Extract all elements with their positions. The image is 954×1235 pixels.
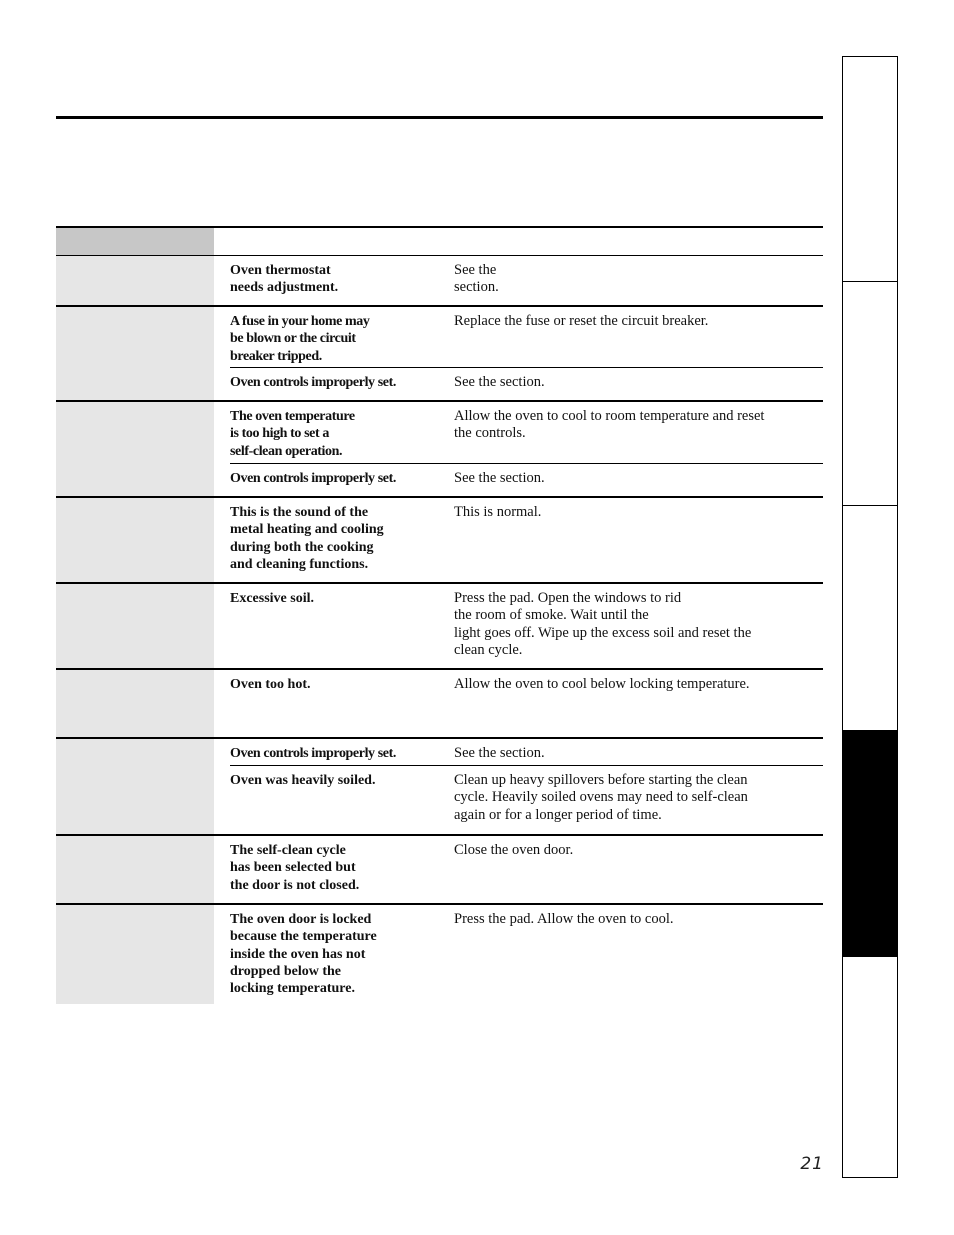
what-to-do: Press the pad. Allow the oven to cool. — [454, 911, 674, 927]
header-shade — [56, 228, 214, 255]
problem-cell — [56, 307, 214, 400]
what-to-do: See the section. — [454, 470, 545, 486]
problem-cell — [56, 256, 214, 305]
problem-group — [56, 307, 823, 402]
what-to-do: Replace the fuse or reset the circuit breaker. — [454, 313, 709, 329]
problem-cell — [56, 498, 214, 582]
cause-remedy-row — [230, 584, 823, 668]
section-tab — [843, 282, 897, 506]
possible-cause: The self-clean cycle has been selected but the door is not closed. — [230, 843, 360, 893]
possible-cause: Oven too hot. — [230, 677, 311, 692]
what-to-do: Allow the oven to cool below locking temperature. — [454, 676, 750, 692]
section-tab-active — [843, 731, 897, 957]
section-tab — [843, 506, 897, 731]
problem-group — [56, 584, 823, 670]
problem-group — [56, 836, 823, 905]
possible-cause: The oven temperature is too high to set a self-clean operation. — [230, 409, 355, 459]
cause-remedy-row — [230, 766, 823, 833]
what-to-do: Press the pad. Open the windows to rid the room of smoke. Wait until the light goes off. Wipe up the excess soil and reset the clean cycle. — [454, 590, 752, 658]
possible-cause: Oven was heavily soiled. — [230, 773, 376, 788]
cause-remedy-row — [230, 368, 823, 399]
problem-group — [56, 402, 823, 498]
troubleshooting-table — [56, 226, 823, 1004]
problem-cell — [56, 905, 214, 1004]
cause-remedy-row — [230, 256, 823, 305]
problem-group — [56, 498, 823, 584]
problem-cell — [56, 584, 214, 668]
cause-remedy-row — [230, 464, 823, 495]
top-rule — [56, 116, 823, 119]
cause-remedy-row — [230, 307, 823, 368]
cause-remedy-row — [230, 402, 823, 464]
problem-cell — [56, 670, 214, 737]
what-to-do: Clean up heavy spillovers before starting the clean cycle. Heavily soiled ovens may need to self-clean again or for a longer period of time. — [454, 772, 748, 823]
what-to-do: See the section. — [454, 262, 499, 296]
section-tab — [843, 957, 897, 1177]
possible-cause: A fuse in your home may be blown or the circuit breaker tripped. — [230, 314, 370, 364]
possible-cause: Oven controls improperly set. — [230, 746, 396, 761]
cause-remedy-row — [230, 498, 823, 582]
possible-cause: Oven thermostat needs adjustment. — [230, 263, 339, 296]
problem-group — [56, 256, 823, 307]
problem-cell — [56, 739, 214, 834]
possible-cause: The oven door is locked because the temperature inside the oven has not dropped below the locking temperature. — [230, 912, 377, 997]
problem-group — [56, 670, 823, 739]
section-tabs — [842, 56, 898, 1178]
page-number: 21 — [800, 1154, 824, 1174]
possible-cause: Excessive soil. — [230, 591, 314, 606]
what-to-do: See the section. — [454, 745, 545, 761]
possible-cause: This is the sound of the metal heating and cooling during both the cooking and cleaning functions. — [230, 505, 384, 572]
problem-cell — [56, 402, 214, 496]
cause-remedy-row — [230, 739, 823, 766]
problem-cell — [56, 836, 214, 903]
cause-remedy-row — [230, 905, 823, 1004]
what-to-do: See the section. — [454, 374, 545, 390]
what-to-do: Close the oven door. — [454, 842, 574, 858]
problem-group — [56, 905, 823, 1004]
cause-remedy-row — [230, 670, 823, 737]
what-to-do: Allow the oven to cool to room temperature and reset the controls. — [454, 408, 765, 442]
what-to-do: This is normal. — [454, 504, 542, 520]
table-header — [56, 226, 823, 256]
cause-remedy-row — [230, 836, 823, 903]
problem-group — [56, 739, 823, 836]
section-tab — [843, 57, 897, 282]
possible-cause: Oven controls improperly set. — [230, 375, 396, 390]
possible-cause: Oven controls improperly set. — [230, 471, 396, 486]
